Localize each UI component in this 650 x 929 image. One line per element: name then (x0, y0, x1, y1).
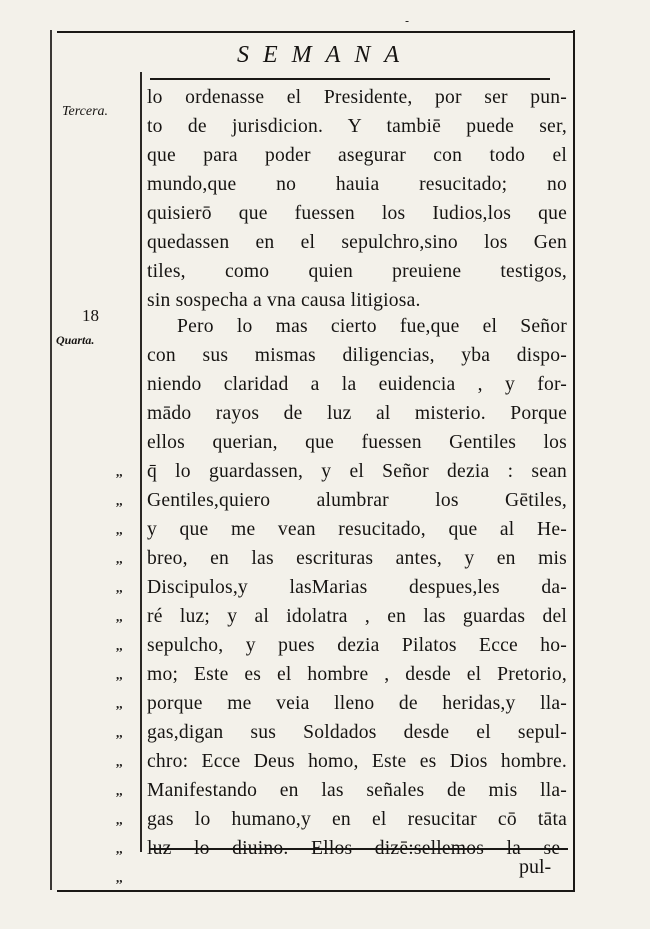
text-line: sin sospecha a vna causa litigiosa. (147, 290, 421, 311)
quote-mark: ,, (116, 725, 123, 740)
text-line: Gentiles,quiero alumbrar los Gētiles, (147, 490, 567, 511)
text-line: mo; Este es el hombre , desde el Pretorio, (147, 664, 567, 685)
top-rule (57, 31, 575, 33)
text-line: porque me veia lleno de heridas,y lla- (147, 693, 567, 714)
quote-mark: ,, (116, 464, 123, 479)
text-line: Manifestando en las señales de mis lla- (147, 780, 567, 801)
text-line: gas lo humano,y en el resucitar cō tāta (147, 809, 567, 830)
text-line: ellos querian, que fuessen Gentiles los (147, 432, 567, 453)
text-line: to de jurisdicion. Y tambiē puede ser, (147, 116, 567, 137)
quote-mark: ,, (116, 522, 123, 537)
quote-mark: ,, (116, 638, 123, 653)
text-line: lo ordenasse el Presidente, por ser pun- (147, 87, 567, 108)
left-frame-rule (50, 30, 52, 890)
quote-mark: ,, (116, 609, 123, 624)
margin-number: 18 (82, 306, 99, 325)
text-line: quedassen en el sepulchro,sino los Gen (147, 232, 567, 253)
text-block-top-rule (150, 78, 550, 80)
quote-mark: ,, (116, 493, 123, 508)
text-line: breo, en las escrituras antes, y en mis (147, 548, 567, 569)
margin-note-quarta: Quarta. (56, 333, 95, 347)
text-line: gas,digan sus Soldados desde el sepul- (147, 722, 567, 743)
quote-mark: ,, (116, 696, 123, 711)
running-title: SEMANA (237, 42, 413, 68)
text-line: mādo rayos de luz al misterio. Porque (147, 403, 567, 424)
text-line: ré luz; y al idolatra , en las guardas del (147, 606, 567, 627)
right-frame-rule (573, 30, 575, 892)
text-line: con sus mismas diligencias, yba dispo- (147, 345, 567, 366)
text-line: mundo,que no hauia resucitado; no (147, 174, 567, 195)
text-line: sepulcho, y pues dezia Pilatos Ecce ho- (147, 635, 567, 656)
text-line: Pero lo mas cierto fue,que el Señor (177, 316, 567, 337)
text-line: chro: Ecce Deus homo, Este es Dios hombre. (147, 751, 567, 772)
quote-mark: ,, (116, 841, 123, 856)
text-line: q̄ lo guardassen, y el Señor dezia : sean (147, 461, 567, 482)
text-line: niendo claridad a la euidencia , y for- (147, 374, 567, 395)
text-line: Discipulos,y lasMarias despues,les da- (147, 577, 567, 598)
quote-mark: ,, (116, 783, 123, 798)
quote-mark: ,, (116, 754, 123, 769)
top-mark: - (405, 14, 410, 28)
text-line: y que me vean resucitado, que al He- (147, 519, 567, 540)
quote-mark: ,, (116, 870, 123, 885)
quote-mark: ,, (116, 812, 123, 827)
quote-mark: ,, (116, 580, 123, 595)
text-line: que para poder asegurar con todo el (147, 145, 567, 166)
text-line: tiles, como quien preuiene testigos, (147, 261, 567, 282)
bottom-frame-rule (57, 890, 575, 892)
text-line: quisierō que fuessen los Iudios,los que (147, 203, 567, 224)
quote-mark: ,, (116, 551, 123, 566)
margin-note-tercera: Tercera. (62, 104, 109, 119)
catchword: pul- (519, 856, 552, 878)
text-line: luz lo diuino. Ellos dizē:sellemos la se- (147, 838, 567, 859)
text-block-left-rule (140, 72, 142, 852)
quote-mark: ,, (116, 667, 123, 682)
